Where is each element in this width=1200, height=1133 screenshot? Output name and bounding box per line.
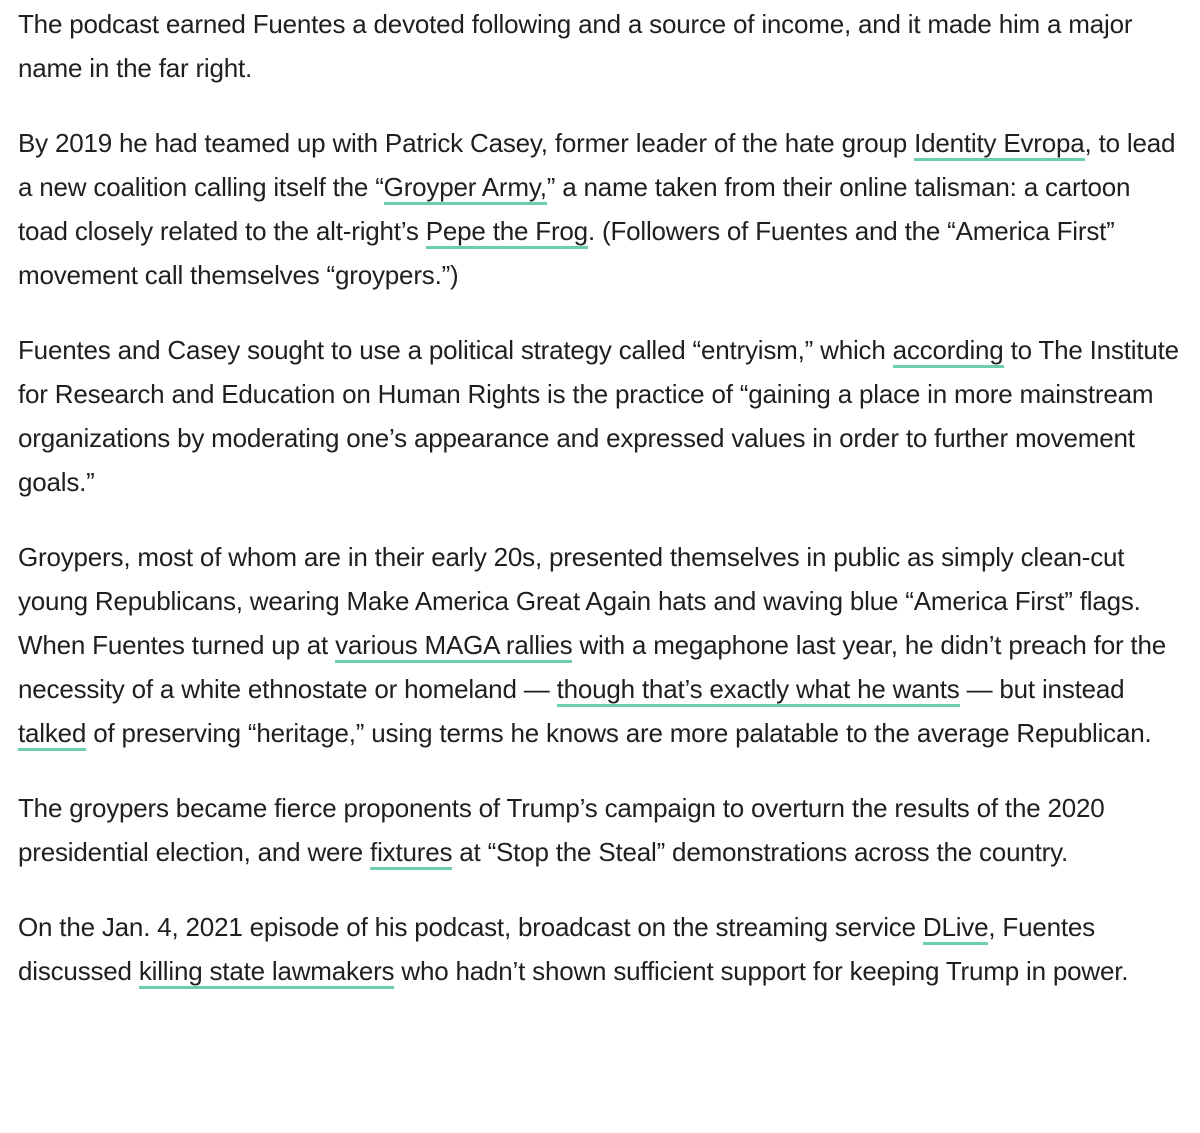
- paragraph-stop-the-steal: [18, 786, 1183, 874]
- paragraph-entryism: [18, 328, 1183, 504]
- paragraph-text: at “Stop the Steal” demonstrations across the country.: [452, 837, 1068, 867]
- paragraph-groypers-public: [18, 535, 1183, 755]
- link-dlive[interactable]: DLive: [923, 912, 988, 945]
- paragraph-text: of preserving “heritage,” using terms he knows are more palatable to the average Republican.: [86, 718, 1152, 748]
- paragraph-text: , Fuentes discussed: [18, 912, 1095, 986]
- paragraph-groyper-army: [18, 121, 1183, 297]
- link-talked[interactable]: talked: [18, 718, 86, 751]
- article-body: [0, 2, 1183, 993]
- paragraph-text: The groypers became fierce proponents of Trump’s campaign to overturn the results of the 2020 presidential election, and were: [18, 793, 1105, 867]
- paragraph-text: to The Institute for Research and Education on Human Rights is the practice of “gaining a place in more mainstream organizations by moderating one’s appearance and expressed values in order to further movement goals.”: [18, 335, 1179, 497]
- paragraph-text: — but instead: [959, 674, 1125, 704]
- link-pepe-the-frog[interactable]: Pepe the Frog: [426, 216, 588, 249]
- paragraph-text: By 2019 he had teamed up with Patrick Casey, former leader of the hate group: [18, 128, 915, 158]
- paragraph-text: with a megaphone last year, he didn’t preach for the necessity of a white ethnostate or homeland —: [18, 630, 1166, 704]
- link-fixtures[interactable]: fixtures: [370, 837, 452, 870]
- paragraph-text: . (Followers of Fuentes and the “America First” movement call themselves “groypers.”): [18, 216, 1115, 290]
- paragraph-text: ” a name taken from their online talisman: a cartoon toad closely related to the alt-right’s: [18, 172, 1131, 246]
- paragraph-text: On the Jan. 4, 2021 episode of his podcast, broadcast on the streaming service: [18, 912, 923, 942]
- link-according[interactable]: according: [893, 335, 1004, 368]
- link-killing-state-lawmakers[interactable]: killing state lawmakers: [139, 956, 395, 989]
- paragraph-text: Groypers, most of whom are in their early 20s, presented themselves in public as simply clean-cut young Republicans, wearing Make America Great Again hats and waving blue “America First” flags. When Fuentes turned up at: [18, 542, 1141, 660]
- link-though-exactly-what-he-wants[interactable]: though that’s exactly what he wants: [557, 674, 960, 707]
- paragraph-dlive-episode: [18, 905, 1183, 993]
- link-groyper-army[interactable]: Groyper Army,: [384, 172, 547, 205]
- paragraph-text: Fuentes and Casey sought to use a political strategy called “entryism,” which: [18, 335, 893, 365]
- paragraph-text: , to lead a new coalition calling itself the “: [18, 128, 1176, 202]
- link-identity-evropa[interactable]: Identity Evropa: [914, 128, 1084, 161]
- paragraph-text: The podcast earned Fuentes a devoted following and a source of income, and it made him a major name in the far right.: [18, 9, 1133, 83]
- paragraph-podcast: [18, 2, 1183, 90]
- paragraph-text: who hadn’t shown sufficient support for keeping Trump in power.: [394, 956, 1129, 986]
- link-various-maga-rallies[interactable]: various MAGA rallies: [335, 630, 572, 663]
